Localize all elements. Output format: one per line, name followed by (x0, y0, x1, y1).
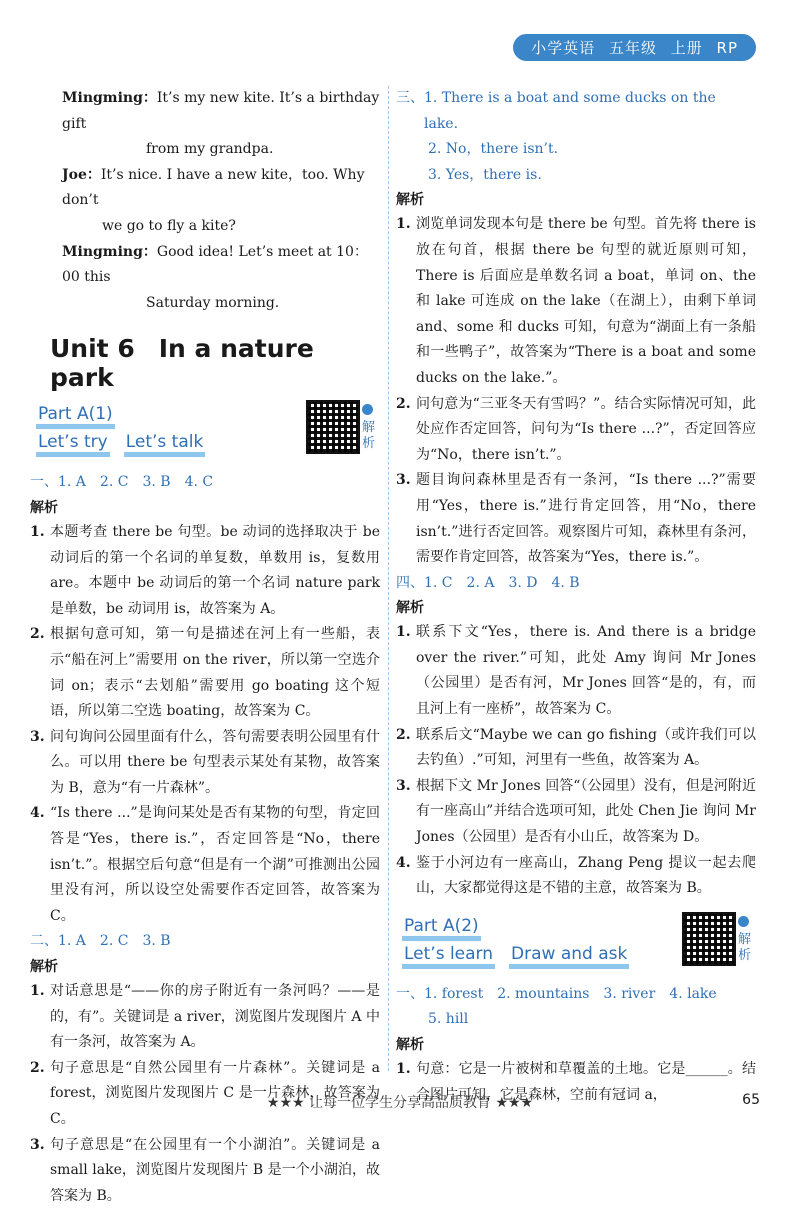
analysis-heading: 解析 (396, 1037, 424, 1053)
dialogue-line: Mingming：It’s my new kite. It’s a birthday gift (62, 90, 380, 132)
analysis-item: 2. 根据句意可知，第一句是描述在河上有一些船，表示“船在河上”需要用 on the river，所以第一空选介词 on；表示“去划船”需要用 go boating 这个短语，所以第二空选 boating，故答案为 C。 (30, 626, 380, 720)
analysis-item: 3. 句子意思是“在公园里有一个小湖泊”。关键词是 a small lake，浏览图片发现图片 B 是一个小湖泊，故答案为 B。 (30, 1136, 380, 1204)
qr-code-icon[interactable] (306, 400, 360, 454)
dialogue-line: from my grandpa. (146, 141, 274, 158)
qr-code-icon[interactable] (682, 912, 736, 966)
analysis-item: 3. 问句询问公园里面有什么，答句需要表明公园里有什么。可以用 there be 句型表示某处有某物，故答案为 B，意为“有一片森林”。 (30, 728, 380, 796)
analysis-item: 1. 浏览单词发现本句是 there be 句型。首先将 there is 放在句首，根据 there be 句型的就近原则可知，There is 后面应是单数名词 a boat，单词 on、the 和 lake 可连成 on the lake（在湖上），由剩下单词 and、some 和 ducks 可知，句意为“湖面上有一条船和一些鸭子”，故答案为“There is a boat and some ducks on the lake.”。 (396, 216, 756, 386)
dialogue-line: Saturday morning. (146, 294, 280, 311)
column-divider (388, 86, 389, 1071)
analysis-item: 3. 题目询问森林里是否有一条河，“Is there ...?”需要用“Yes，there is.”进行肯定回答，用“No，there isn’t.”进行否定回答。观察图片可知，森林里有条河，需要作肯定回答，故答案为“Yes，there is.”。 (396, 472, 756, 566)
answers-s1: 一、1. A 2. C 3. B 4. C (30, 474, 214, 491)
analysis-heading: 解析 (396, 192, 424, 209)
analysis-heading: 解析 (30, 499, 58, 516)
answers-s3-line: 2. No，there isn’t. (428, 141, 559, 158)
footer-slogan: ★★★ 让每一位学生分享高品质教育 ★★★ (266, 1095, 534, 1111)
qr-label: 解析 (362, 404, 376, 452)
right-column (396, 86, 756, 1108)
answers-s4: 四、1. C 2. A 3. D 4. B (396, 574, 580, 591)
header-subject: 小学英语 (531, 39, 596, 57)
analysis-item: 2. 联系后文“Maybe we can go fishing（或许我们可以去钓鱼）.”可知，河里有一些鱼，故答案为 A。 (396, 726, 756, 769)
page-number: 65 (742, 1092, 760, 1108)
play-icon (738, 916, 749, 927)
part-a1-header: Part A(1) Let’s try Let’s talk 解析 (30, 404, 380, 460)
answers-s2: 二、1. A 2. C 3. B (30, 933, 171, 950)
play-icon (362, 404, 373, 415)
analysis-item: 1. 句意：它是一片被树和草覆盖的土地。它是______。结合图片可知，它是森林，空前有冠词 a， (396, 1061, 756, 1103)
answers-s5: 一、1. forest 2. mountains 3. river 4. lake (396, 985, 717, 1002)
analysis-item: 1. 联系下文“Yes，there is. And there is a bridge over the river.”可知，此处 Amy 询问 Mr Jones（公园里）是否有河，Mr Jones 回答“是的，有，而且河上有一座桥”，故答案为 C。 (396, 624, 756, 718)
answers-s3: 三、 1. There is a boat and some ducks on the lake. (396, 90, 716, 132)
analysis-item: 1. 本题考查 there be 句型。be 动词的选择取决于 be 动词后的第一个名词的单复数，单数用 is，复数用 are。本题中 be 动词后的第一个名词 nature park 是单数，be 动词用 is，故答案为 A。 (30, 523, 380, 617)
dialogue-line: Joe：It’s nice. I have a new kite，too. Why don’t (62, 166, 365, 209)
analysis-item: 2. 句子意思是“自然公园里有一片森林”。关键词是 a forest，浏览图片发现图片 C 是一片森林，故答案为 C。 (30, 1059, 380, 1127)
answers-s3-line: 3. Yes，there is. (428, 166, 542, 183)
qr-label: 解析 (738, 916, 752, 964)
dialogue-line: we go to fly a kite? (102, 217, 236, 234)
answers-s5-line: 5. hill (428, 1011, 469, 1028)
header-grade: 五年级 (608, 39, 657, 57)
left-column (30, 86, 380, 1209)
analysis-item: 2. 问句意为“三亚冬天有雪吗？”。结合实际情况可知，此处应作否定回答，问句为“Is there ...?”，否定回答应为“No，there isn’t.”。 (396, 395, 756, 463)
analysis-item: 1. 对话意思是“——你的房子附近有一条河吗？——是的，有”。关键词是 a river，浏览图片发现图片 A 中有一条河，故答案为 A。 (30, 983, 380, 1051)
analysis-heading: 解析 (396, 600, 424, 617)
analysis-item: 4. “Is there ...”是询问某处是否有某物的句型，肯定回答是“Yes，there is.”，否定回答是“No，there isn’t.”。根据空后句意“但是有一个湖”可推测出公园里没有河，所以设空处需要作否定回答，故答案为 C。 (30, 805, 380, 924)
header-badge (513, 34, 756, 61)
dialogue-line: Mingming：Good idea! Let’s meet at 10：00 this (62, 243, 368, 286)
header-edition: RP (716, 39, 738, 57)
analysis-heading: 解析 (30, 959, 58, 976)
analysis-item: 4. 鉴于小河边有一座高山，Zhang Peng 提议一起去爬山，大家都觉得这是不错的主意，故答案为 B。 (396, 854, 756, 897)
analysis-item: 3. 根据下文 Mr Jones 回答“（公园里）没有，但是河附近有一座高山”并结合选项可知，此处 Chen Jie 询问 Mr Jones（公园里）是否有小山丘，故答案为 D。 (396, 777, 756, 846)
unit-title: Unit 6 In a nature park (50, 334, 314, 393)
header-term: 上册 (670, 39, 703, 57)
part-a2-header: Part A(2) Let’s learn Draw and ask 解析 (396, 916, 756, 972)
